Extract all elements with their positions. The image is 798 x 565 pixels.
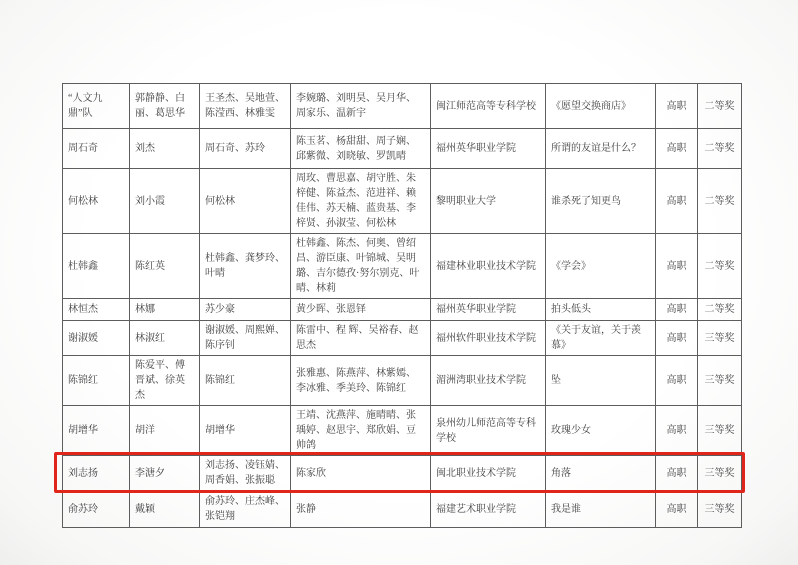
table-row: [63, 169, 742, 234]
table-cell: 二等奖: [698, 299, 742, 321]
table-cell: 角落: [546, 456, 656, 491]
table-cell: 陈锦红: [200, 356, 291, 406]
table-cell: 戴颖: [130, 491, 200, 528]
table-cell: 林淑红: [130, 321, 200, 356]
table-cell: 陈雷中、程 辉、吴裕春、赵思杰: [291, 321, 431, 356]
table-body: [63, 84, 742, 528]
table-cell: 杜韩鑫: [63, 234, 130, 299]
table-cell: 周石奇、苏玲: [200, 129, 291, 169]
table-cell: 高职: [656, 406, 698, 456]
table-cell: 胡洋: [130, 406, 200, 456]
table-cell: 三等奖: [698, 321, 742, 356]
table-cell: 高职: [656, 299, 698, 321]
table-row: [63, 321, 742, 356]
table-cell: 《学会》: [546, 234, 656, 299]
table-cell: 三等奖: [698, 491, 742, 528]
table-cell: 福州英华职业学院: [431, 299, 546, 321]
table-cell: “人文九鼎”队: [63, 84, 130, 129]
table-cell: 胡增华: [200, 406, 291, 456]
table-cell: 林恒杰: [63, 299, 130, 321]
awards-table: [62, 83, 742, 528]
table-cell: 我是谁: [546, 491, 656, 528]
table-cell: 《愿望交换商店》: [546, 84, 656, 129]
table-cell: 二等奖: [698, 84, 742, 129]
table-cell: 三等奖: [698, 356, 742, 406]
table-cell: 陈红英: [130, 234, 200, 299]
table-cell: 高职: [656, 169, 698, 234]
table-cell: 林娜: [130, 299, 200, 321]
table-cell: 王圣杰、吴地萱、陈滢西、林雅雯: [200, 84, 291, 129]
table-cell: 李婉璐、刘明昊、吴月华、周家乐、温新宇: [291, 84, 431, 129]
table-cell: 谢淑媛: [63, 321, 130, 356]
table-cell: 李溏夕: [130, 456, 200, 491]
table-cell: 杜韩鑫、陈杰、何奥、曾绍昌、游臣康、叶锦城、吴明璐、吉尔德孜·努尔别克、叶晴、林莉: [291, 234, 431, 299]
table-cell: 闽江师范高等专科学校: [431, 84, 546, 129]
table-row: [63, 234, 742, 299]
table-row: [63, 129, 742, 169]
table-cell: 所谓的友谊是什么？: [546, 129, 656, 169]
table-cell: 陈家欣: [291, 456, 431, 491]
table-cell: 高职: [656, 456, 698, 491]
table-cell: 黎明职业大学: [431, 169, 546, 234]
table-cell: 王靖、沈燕萍、施晴晴、张瑀婷、赵思宇、郑欣娟、豆帅鸽: [291, 406, 431, 456]
table-row: [63, 84, 742, 129]
table-cell: 陈爱平、傅晋斌、徐英杰: [130, 356, 200, 406]
table-cell: 福建林业职业技术学院: [431, 234, 546, 299]
table-cell: 三等奖: [698, 456, 742, 491]
table-cell: 陈锦红: [63, 356, 130, 406]
table-cell: 湄洲湾职业技术学院: [431, 356, 546, 406]
table-cell: 杜韩鑫、龚梦玲、叶晴: [200, 234, 291, 299]
table-cell: 三等奖: [698, 406, 742, 456]
table-row: [63, 299, 742, 321]
table-cell: 二等奖: [698, 234, 742, 299]
table-cell: 周玫、曹思嘉、胡守胜、朱梓健、陈益杰、范进祥、赖佳伟、苏天楠、蓝贵基、李梓贤、孙淑莹、何松林: [291, 169, 431, 234]
table-cell: 闽北职业技术学院: [431, 456, 546, 491]
table-cell: 张雅惠、陈燕萍、林紫嫣、李冰雅、季美玲、陈锦红: [291, 356, 431, 406]
table-row: [63, 491, 742, 528]
table-row: [63, 406, 742, 456]
table-cell: 高职: [656, 234, 698, 299]
table-cell: 高职: [656, 321, 698, 356]
table-cell: 高职: [656, 491, 698, 528]
table-cell: 刘杰: [130, 129, 200, 169]
table-cell: 何松林: [200, 169, 291, 234]
table-cell: 坠: [546, 356, 656, 406]
table-cell: 福建艺术职业学院: [431, 491, 546, 528]
table-cell: 张静: [291, 491, 431, 528]
table-cell: 俞苏玲、庄杰峰、张铠翔: [200, 491, 291, 528]
table-cell: 俞苏玲: [63, 491, 130, 528]
table-cell: 周石奇: [63, 129, 130, 169]
table-cell: 福州软件职业技术学院: [431, 321, 546, 356]
table-cell: 玫瑰少女: [546, 406, 656, 456]
table-cell: 陈玉茗、杨甜甜、周子娴、邱紫微、刘晓敏、罗凯晴: [291, 129, 431, 169]
table-cell: 胡增华: [63, 406, 130, 456]
table-cell: 拍头低头: [546, 299, 656, 321]
table-cell: 黄少晖、张恩铎: [291, 299, 431, 321]
table-row: [63, 356, 742, 406]
table-cell: 刘志扬: [63, 456, 130, 491]
table-row: [63, 456, 742, 491]
table-cell: 谢淑媛、周熙婵、陈序钊: [200, 321, 291, 356]
table-cell: 何松林: [63, 169, 130, 234]
table-cell: 泉州幼儿师范高等专科学校: [431, 406, 546, 456]
table-cell: 福州英华职业学院: [431, 129, 546, 169]
table-cell: 二等奖: [698, 129, 742, 169]
table-cell: 苏少豪: [200, 299, 291, 321]
table-cell: 郭静静、白丽、葛思华: [130, 84, 200, 129]
table-cell: 高职: [656, 84, 698, 129]
table-cell: 《关于友谊，关于羡慕》: [546, 321, 656, 356]
table-cell: 刘志扬、凌钰婧、周香娟、张振聪: [200, 456, 291, 491]
table-cell: 刘小霞: [130, 169, 200, 234]
table-cell: 高职: [656, 356, 698, 406]
table-cell: 谁杀死了知更鸟: [546, 169, 656, 234]
table-cell: 高职: [656, 129, 698, 169]
table-cell: 二等奖: [698, 169, 742, 234]
